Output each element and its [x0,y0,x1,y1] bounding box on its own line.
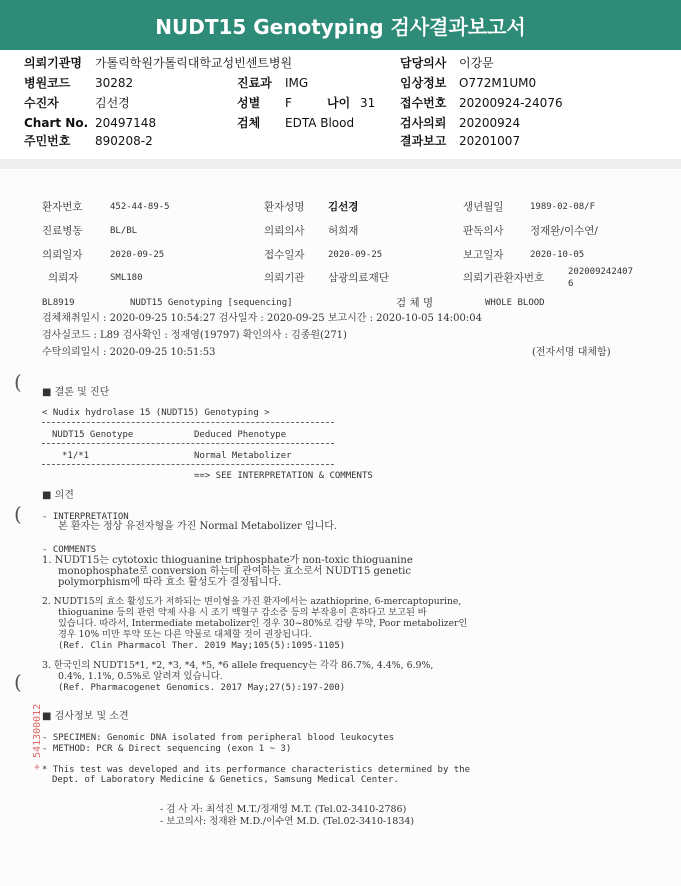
report-date-value: 20201007 [459,134,521,148]
comment-2-ref: (Ref. Clin Pharmacol Ther. 2019 May;105(5):1095-1105) [58,641,346,651]
header-separator [0,159,681,169]
age-value: 31 [360,96,376,110]
requester-value: SML180 [110,273,143,283]
reporter-signature: - 보고의사: 정재완 M.D./이수연 M.D. (Tel.02-3410-1834) [160,816,415,827]
recv-date-value: 2020-09-25 [328,250,383,260]
org-patient-no-suffix: 6 [568,279,574,289]
ssn-value: 890208-2 [95,134,153,148]
comments-heading: - COMMENTS [42,545,97,555]
comment-3-ref: (Ref. Pharmacogenet Genomics. 2017 May;27(5):197-200) [58,683,346,693]
patient-name-label: 환자성명 [264,201,305,213]
accession-label: 접수번호 [400,96,447,110]
section-test-info: ■ 검사정보 및 소견 [42,711,129,722]
ward-value: BL/BL [110,226,138,236]
comment-1: polymorphism에 따라 효소 활성도가 결정됩니다. [58,577,282,588]
hospcode-label: 병원코드 [24,76,71,90]
chart-value: 20497148 [95,116,157,130]
req-date-value: 2020-09-25 [110,250,165,260]
report-day-label: 보고일자 [463,249,504,261]
comment-1: 1. NUDT15는 cytotoxic thioguanine triphosphate가 non-toxic thioguanine [42,555,413,566]
age-label: 나이 [327,96,351,110]
clinical-value: O772M1UM0 [459,76,537,90]
vertical-stamp: + 541300012 [32,703,43,770]
reading-doctor-value: 정재완/이수연/ [530,225,598,237]
sex-label: 성별 [237,96,261,110]
recv-date-label: 접수일자 [264,249,305,261]
org-patient-no-value: 202009242407 [568,267,634,277]
ward-label: 진료병동 [42,225,83,237]
specimen-name-label: 검 체 명 [396,297,434,309]
col-phenotype: Deduced Phenotype [194,430,287,440]
specimen-value: EDTA Blood [285,116,355,130]
req-doctor-value: 허희재 [328,225,359,237]
interpretation-heading: - INTERPRETATION [42,512,129,522]
req-doctor-label: 의뢰의사 [264,225,305,237]
disclaimer: * This test was developed and its performance characteristics determined by the [42,765,471,775]
birthdate-label: 생년월일 [463,201,504,213]
specimen-info: - SPECIMEN: Genomic DNA isolated from peripheral blood leukocytes [42,733,395,743]
patient-no-label: 환자번호 [42,201,83,213]
section-opinion: ■ 의견 [42,490,74,501]
report-header [0,50,681,158]
lab-code-line: 검사실코드 : L89 검사확인 : 정재영(19797) 확인의사 : 김종원(271) [42,330,347,341]
examinee-value: 김선경 [95,96,130,110]
examiner-signature: - 검 사 자: 최석진 M.T./정재영 M.T. (Tel.02-3410-2786) [160,804,407,815]
comment-2: thioguanine 등의 관련 약제 사용 시 조기 백혈구 감소증 등의 부작용이 흔하다고 보고된 바 [58,607,427,618]
comment-3: 0.4%, 1.1%, 0.5%로 알려져 있습니다. [58,671,223,682]
patient-name-value: 김선경 [328,201,359,213]
req-date-label: 의뢰일자 [42,249,83,261]
birthdate-value: 1989-02-08/F [530,202,596,212]
scan-mark: ( [14,670,22,694]
examinee-label: 수진자 [24,96,59,110]
org-patient-no-label: 의뢰기관환자번호 [463,272,545,284]
req-org-label: 의뢰기관 [264,272,305,284]
scan-mark: ( [14,502,22,526]
collection-line: 검체채취일시 : 2020-09-25 10:54:27 검사일자 : 2020-09-25 보고시간 : 2020-10-05 14:00:04 [42,313,482,324]
method-info: - METHOD: PCR & Direct sequencing (exon 1 ~ 3) [42,744,292,754]
dept-value: IMG [285,76,309,90]
comment-2: 있습니다. 따라서, Intermediate metabolizer인 경우 30~80%로 감량 투약, Poor metabolizer인 [58,618,468,629]
genotype-value: *1/*1 [62,451,90,461]
section-conclusion: ■ 결론 및 진단 [42,387,110,398]
doctor-value: 이강문 [459,56,494,70]
hospcode-value: 30282 [95,76,134,90]
col-genotype: NUDT15 Genotype [52,430,134,440]
table-rule [42,443,334,444]
report-title: NUDT15 Genotyping 검사결과보고서 [0,0,681,50]
genotyping-subtitle: < Nudix hydrolase 15 (NUDT15) Genotyping > [42,408,270,418]
sex-value: F [285,96,292,110]
clinical-label: 임상정보 [400,76,447,90]
test-name: NUDT15 Genotyping [sequencing] [130,298,293,308]
see-comments: ==> SEE INTERPRETATION & COMMENTS [194,471,373,481]
req-org-value: 삼광의료재단 [328,272,389,284]
consign-line: 수탁의뢰일시 : 2020-09-25 10:51:53 [42,347,216,358]
orderer-label: 의뢰기관명 [24,56,82,70]
ssn-label: 주민번호 [24,134,71,148]
reading-doctor-label: 판독의사 [463,225,504,237]
report-day-value: 2020-10-05 [530,250,585,260]
table-rule [42,422,334,423]
scan-mark: ( [14,370,22,394]
disclaimer: Dept. of Laboratory Medicine & Genetics, Samsung Medical Center. [52,775,399,785]
specimen-name-value: WHOLE BLOOD [485,298,545,308]
interpretation-text: 본 환자는 정상 유전자형을 가진 Normal Metabolizer 입니다. [58,521,338,532]
orderer-value: 가톨릭학원가톨릭대학교성빈센트병원 [95,56,293,70]
patient-no-value: 452-44-89-5 [110,202,170,212]
chart-label: Chart No. [24,116,89,130]
report-date-label: 결과보고 [400,134,447,148]
table-rule [42,464,334,465]
comment-3: 3. 한국인의 NUDT15*1, *2, *3, *4, *5, *6 allele frequency는 각각 86.7%, 4.4%, 6.9%, [42,660,434,671]
comment-1: monophosphate로 conversion 하는데 관여하는 효소로서 NUDT15 genetic [58,566,411,577]
phenotype-value: Normal Metabolizer [194,451,292,461]
doctor-label: 담당의사 [400,56,447,70]
specimen-label: 검체 [237,116,261,130]
comment-2: 2. NUDT15의 효소 활성도가 저하되는 변이형을 가진 환자에서는 azathioprine, 6-mercaptopurine, [42,596,462,607]
esign-note: (전자서명 대체함) [532,347,611,358]
req-value: 20200924 [459,116,521,130]
req-label: 검사의뢰 [400,116,447,130]
requester-label: 의뢰자 [48,272,79,284]
dept-label: 진료과 [237,76,272,90]
accession-value: 20200924-24076 [459,96,563,110]
comment-2: 경우 10% 미만 투약 또는 다른 약물로 대체할 것이 권장됩니다. [58,629,312,640]
test-code: BL8919 [42,298,75,308]
